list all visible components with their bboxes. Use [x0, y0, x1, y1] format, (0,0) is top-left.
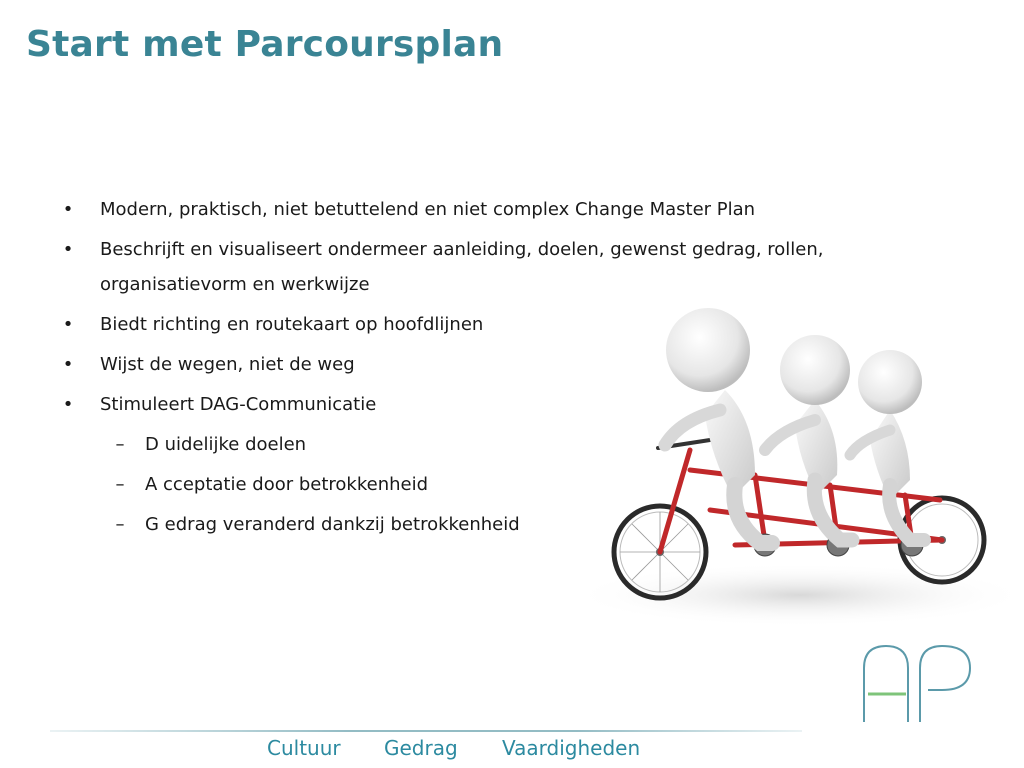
- sub-bullet-text: A cceptatie door betrokkenheid: [145, 474, 429, 495]
- figure-front: [665, 308, 772, 543]
- bullet-text: Wijst de wegen, niet de weg: [100, 354, 355, 375]
- bullet-text: Stimuleert DAG-Communicatie: [100, 394, 377, 415]
- footer-item-vaardigheden: Vaardigheden: [502, 736, 641, 760]
- bullet-item: [58, 192, 938, 227]
- bullet-marker: •: [62, 199, 74, 220]
- figure-middle: [765, 335, 852, 540]
- sub-bullet-text: G edrag veranderd dankzij betrokkenheid: [145, 514, 520, 535]
- footer-divider: [50, 730, 802, 732]
- bullet-item: [58, 232, 920, 302]
- bullet-marker: •: [62, 239, 74, 260]
- sub-bullet-marker: –: [115, 514, 125, 535]
- ap-logo: [858, 640, 978, 730]
- sub-bullet-marker: –: [115, 434, 125, 455]
- slide-title: Start met Parcoursplan: [26, 24, 504, 65]
- footer-item-cultuur: Cultuur: [267, 736, 341, 760]
- bullet-marker: •: [62, 314, 74, 335]
- bullet-text: Biedt richting en routekaart op hoofdlijnen: [100, 314, 484, 335]
- bullet-marker: •: [62, 394, 74, 415]
- bullet-text: Beschrijft en visualiseert ondermeer aanleiding, doelen, gewenst gedrag, rollen, organisatievorm en werkwijze: [100, 239, 824, 295]
- footer: [0, 736, 1024, 762]
- sub-bullet-text: D uidelijke doelen: [145, 434, 307, 455]
- bullet-marker: •: [62, 354, 74, 375]
- bullet-text: Modern, praktisch, niet betuttelend en niet complex Change Master Plan: [100, 199, 756, 220]
- sub-bullet-marker: –: [115, 474, 125, 495]
- tandem-bicycle-illustration: [560, 300, 1024, 630]
- footer-item-gedrag: Gedrag: [384, 736, 458, 760]
